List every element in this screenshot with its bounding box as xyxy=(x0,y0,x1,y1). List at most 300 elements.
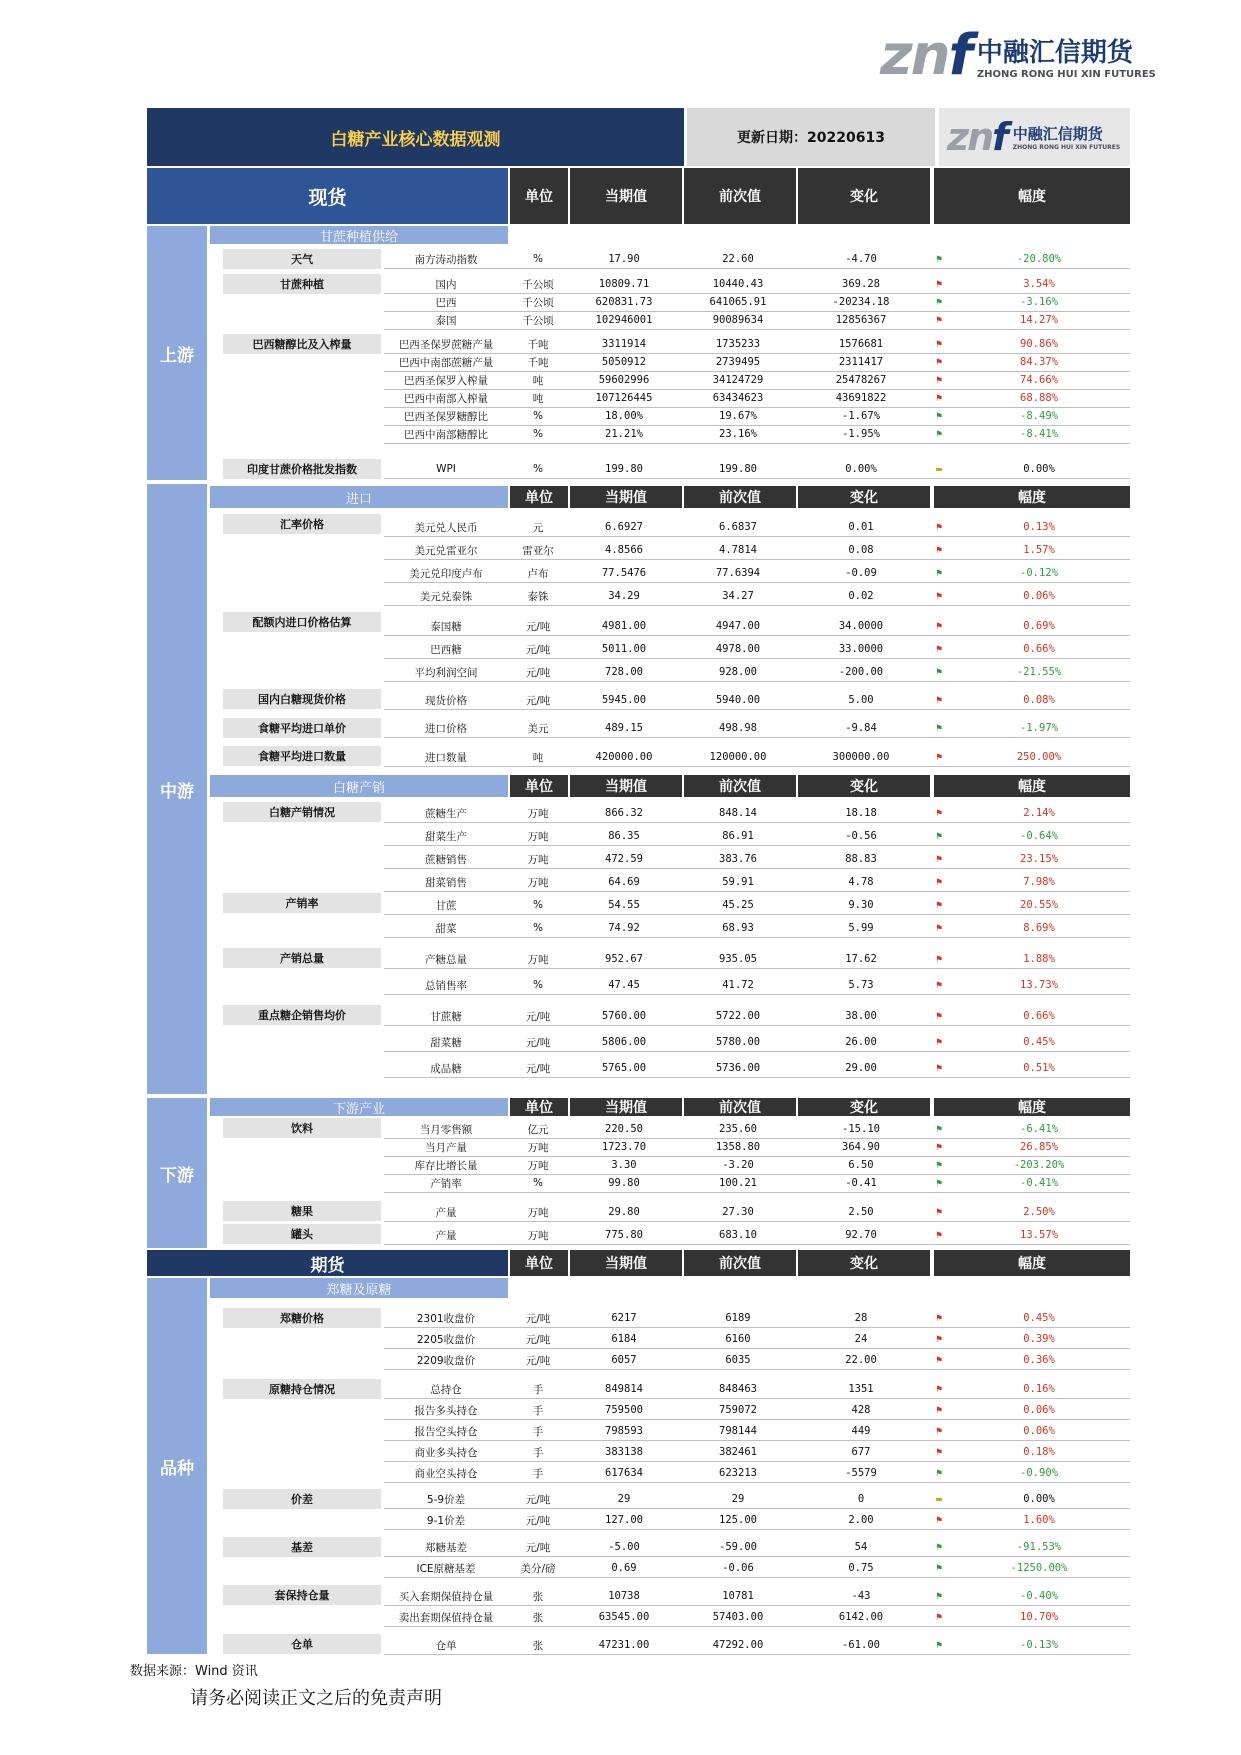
table-row xyxy=(384,335,1130,354)
change-cell: -1.95% xyxy=(842,428,880,440)
previous-value-cell: -0.06 xyxy=(722,1562,754,1574)
current-value-cell: 5760.00 xyxy=(601,1010,647,1022)
spot-header: 现货 xyxy=(147,168,508,224)
indicator-cell: 产销率 xyxy=(430,1177,462,1190)
current-value-cell: 1723.70 xyxy=(601,1141,647,1153)
pct-cell: -0.40% xyxy=(1020,1590,1058,1602)
pct-header: 幅度 xyxy=(934,486,1130,508)
current-value-cell: 64.69 xyxy=(608,876,640,888)
flag-icon: ⚑ xyxy=(935,521,943,533)
pct-cell: -20.80% xyxy=(1016,253,1062,265)
change-cell: -20234.18 xyxy=(832,296,890,308)
table-row xyxy=(384,640,1130,659)
section-sugarcane: 甘蔗种植供给 xyxy=(210,226,508,244)
previous-value-cell: 5940.00 xyxy=(715,694,761,706)
group-cane: 甘蔗种植 xyxy=(223,274,381,294)
previous-value-cell: 6160 xyxy=(725,1333,751,1345)
pct-cell: 0.13% xyxy=(1023,521,1055,533)
table-row xyxy=(384,371,1130,390)
table-row xyxy=(384,1511,1130,1530)
group-production: 白糖产销情况 xyxy=(223,802,381,822)
unit-cell: 元/吨 xyxy=(525,1493,551,1506)
pct-cell: 1.57% xyxy=(1023,544,1055,556)
change-cell: -43 xyxy=(851,1590,871,1602)
table-row xyxy=(384,250,1130,269)
current-value-cell: 489.15 xyxy=(605,722,643,734)
flag-icon: ⚑ xyxy=(935,374,943,386)
unit-cell: 万吨 xyxy=(527,953,549,966)
indicator-cell: ICE原糖基差 xyxy=(416,1562,476,1575)
indicator-cell: 现货价格 xyxy=(425,694,467,707)
change-cell: 5.00 xyxy=(848,694,874,706)
group-fx: 汇率价格 xyxy=(223,514,381,534)
indicator-cell: 甜菜销售 xyxy=(425,876,467,889)
current-value-cell: 798593 xyxy=(605,1425,643,1437)
pct-cell: 0.06% xyxy=(1023,1425,1055,1437)
unit-cell: 张 xyxy=(532,1639,544,1652)
unit-cell: % xyxy=(533,410,543,422)
pct-cell: -6.41% xyxy=(1020,1123,1058,1135)
group-can: 罐头 xyxy=(223,1224,381,1244)
unit-cell: 元/吨 xyxy=(525,1010,551,1023)
table-row xyxy=(384,850,1130,869)
unit-cell: 元/吨 xyxy=(525,1312,551,1325)
flag-icon: ⚑ xyxy=(935,410,943,422)
flag-icon: ⚑ xyxy=(935,544,943,556)
flag-icon: ▬ xyxy=(935,1493,943,1505)
previous-value-cell: 10440.43 xyxy=(712,278,764,290)
indicator-cell: 甘蔗 xyxy=(435,899,457,912)
unit-cell: 万吨 xyxy=(527,1141,549,1154)
group-ratio: 产销率 xyxy=(223,893,381,913)
flag-icon: ⚑ xyxy=(935,1206,943,1218)
current-value-cell: 6184 xyxy=(611,1333,637,1345)
pct-cell: 0.06% xyxy=(1023,590,1055,602)
downstream-column-header xyxy=(510,1098,1130,1116)
previous-value-cell: 45.25 xyxy=(722,899,754,911)
previous-value-cell: 1735233 xyxy=(715,338,761,350)
group-spread: 价差 xyxy=(223,1489,381,1509)
previous-value-cell: 10781 xyxy=(722,1590,754,1602)
indicator-cell: 买入套期保值持仓量 xyxy=(398,1590,494,1603)
current-header: 当期值 xyxy=(570,775,682,797)
previous-value-cell: 6035 xyxy=(725,1354,751,1366)
unit-cell: 吨 xyxy=(532,374,544,387)
pct-cell: 1.88% xyxy=(1023,953,1055,965)
flag-icon: ⚑ xyxy=(935,979,943,991)
update-date: 更新日期：20220613 xyxy=(687,108,935,166)
indicator-cell: 甜菜 xyxy=(435,922,457,935)
previous-value-cell: 59.91 xyxy=(722,876,754,888)
table-row xyxy=(384,564,1130,583)
current-value-cell: 47.45 xyxy=(608,979,640,991)
table-row xyxy=(384,518,1130,537)
previous-value-cell: 68.93 xyxy=(722,922,754,934)
pct-cell: 0.66% xyxy=(1023,1010,1055,1022)
table-row xyxy=(384,311,1130,330)
unit-cell: 张 xyxy=(532,1611,544,1624)
group-receipt: 仓单 xyxy=(223,1634,381,1654)
flag-icon: ⚑ xyxy=(935,1611,943,1623)
unit-cell: 元/吨 xyxy=(525,1514,551,1527)
change-cell: 33.0000 xyxy=(838,643,884,655)
table-row xyxy=(384,293,1130,312)
group-import-price: 食糖平均进口单价 xyxy=(223,718,381,738)
production-column-header xyxy=(510,775,1130,797)
pct-cell: 14.27% xyxy=(1020,314,1058,326)
change-header: 变化 xyxy=(798,168,930,224)
unit-cell: 万吨 xyxy=(527,1206,549,1219)
table-row xyxy=(384,1464,1130,1483)
futures-column-header xyxy=(510,1250,1130,1276)
category-midstream: 中游 xyxy=(147,484,207,1094)
table-row xyxy=(384,1587,1130,1606)
pct-cell: 68.88% xyxy=(1020,392,1058,404)
page-title: 白糖产业核心数据观测 xyxy=(147,108,684,166)
change-cell: 369.28 xyxy=(842,278,880,290)
pct-cell: 0.51% xyxy=(1023,1062,1055,1074)
unit-cell: 元/吨 xyxy=(525,666,551,679)
unit-cell: 元/吨 xyxy=(525,620,551,633)
previous-value-cell: 235.60 xyxy=(719,1123,757,1135)
title-logo-name-en: ZHONG RONG HUI XIN FUTURES xyxy=(1012,144,1121,151)
flag-icon: ⚑ xyxy=(935,830,943,842)
change-cell: 0.08 xyxy=(848,544,874,556)
indicator-cell: 巴西中南部蔗糖产量 xyxy=(398,356,494,369)
indicator-cell: 总销售率 xyxy=(425,979,467,992)
previous-value-cell: 29 xyxy=(731,1493,745,1505)
unit-cell: 千公顷 xyxy=(522,278,554,291)
current-value-cell: 728.00 xyxy=(605,666,643,678)
current-value-cell: 617634 xyxy=(605,1467,643,1479)
flag-icon: ⚑ xyxy=(935,922,943,934)
unit-cell: 美分/磅 xyxy=(520,1562,556,1575)
group-avg-price: 重点糖企销售均价 xyxy=(223,1005,381,1025)
previous-value-cell: 125.00 xyxy=(719,1514,757,1526)
pct-cell: -1.97% xyxy=(1020,722,1058,734)
change-cell: -0.09 xyxy=(845,567,877,579)
unit-cell: 千吨 xyxy=(527,338,549,351)
table-row xyxy=(384,1608,1130,1627)
logo-mark: znf xyxy=(880,23,971,88)
unit-cell: 元 xyxy=(532,521,544,534)
table-row xyxy=(384,919,1130,938)
previous-value-cell: 848463 xyxy=(719,1383,757,1395)
futures-header: 期货 xyxy=(147,1250,508,1276)
table-row xyxy=(384,1226,1130,1245)
previous-value-cell: 623213 xyxy=(719,1467,757,1479)
indicator-cell: 国内 xyxy=(435,278,457,291)
table-row xyxy=(384,407,1130,426)
unit-cell: 元/吨 xyxy=(525,1541,551,1554)
flag-icon: ⚑ xyxy=(935,722,943,734)
unit-cell: 美元 xyxy=(527,722,549,735)
current-value-cell: 10809.71 xyxy=(598,278,650,290)
change-cell: 1351 xyxy=(848,1383,874,1395)
change-cell: -5579 xyxy=(845,1467,877,1479)
flag-icon: ⚑ xyxy=(935,1141,943,1153)
table-row xyxy=(384,1443,1130,1462)
table-row xyxy=(384,1059,1130,1078)
unit-cell: 千吨 xyxy=(527,356,549,369)
flag-icon: ⚑ xyxy=(935,590,943,602)
change-cell: 677 xyxy=(851,1446,871,1458)
pct-cell: -0.90% xyxy=(1020,1467,1058,1479)
change-cell: 5.73 xyxy=(848,979,874,991)
unit-header: 单位 xyxy=(510,1098,568,1116)
change-cell: 28 xyxy=(854,1312,868,1324)
previous-value-cell: 935.05 xyxy=(719,953,757,965)
flag-icon: ⚑ xyxy=(935,666,943,678)
pct-cell: -0.12% xyxy=(1020,567,1058,579)
previous-value-cell: 34.27 xyxy=(722,590,754,602)
current-value-cell: 849814 xyxy=(605,1383,643,1395)
previous-value-cell: 23.16% xyxy=(719,428,757,440)
unit-cell: % xyxy=(533,979,543,991)
change-cell: 0.00% xyxy=(845,463,877,475)
previous-value-cell: 19.67% xyxy=(719,410,757,422)
pct-cell: 10.70% xyxy=(1020,1611,1058,1623)
change-cell: 9.30 xyxy=(848,899,874,911)
table-row xyxy=(384,748,1130,767)
table-row xyxy=(384,460,1130,479)
indicator-cell: 2301收盘价 xyxy=(416,1312,476,1325)
previous-value-cell: 47292.00 xyxy=(712,1639,764,1651)
table-row xyxy=(384,804,1130,823)
current-value-cell: 199.80 xyxy=(605,463,643,475)
previous-value-cell: 683.10 xyxy=(719,1229,757,1241)
previous-value-cell: 5736.00 xyxy=(715,1062,761,1074)
section-zheng: 郑糖及原糖 xyxy=(210,1278,508,1298)
current-value-cell: 29.80 xyxy=(608,1206,640,1218)
indicator-cell: 当月产量 xyxy=(425,1141,467,1154)
title-logo-name-cn: 中融汇信期货 xyxy=(1012,125,1103,143)
change-cell: -0.41 xyxy=(845,1177,877,1189)
table-row xyxy=(384,1174,1130,1193)
logo-name-en: ZHONG RONG HUI XIN FUTURES xyxy=(976,69,1156,80)
previous-value-cell: 1358.80 xyxy=(715,1141,761,1153)
unit-header: 单位 xyxy=(510,1250,568,1276)
indicator-cell: 卖出套期保值持仓量 xyxy=(398,1611,494,1624)
previous-value-cell: 5722.00 xyxy=(715,1010,761,1022)
flag-icon: ⚑ xyxy=(935,1036,943,1048)
change-cell: 54 xyxy=(854,1541,868,1553)
indicator-cell: 南方涛动指数 xyxy=(414,253,478,266)
table-row xyxy=(384,1422,1130,1441)
previous-value-cell: 77.6394 xyxy=(715,567,761,579)
unit-cell: 万吨 xyxy=(527,830,549,843)
current-value-cell: 127.00 xyxy=(605,1514,643,1526)
previous-value-cell: 6189 xyxy=(725,1312,751,1324)
unit-cell: 万吨 xyxy=(527,1229,549,1242)
unit-cell: 卢布 xyxy=(527,567,549,580)
indicator-cell: 成品糖 xyxy=(430,1062,462,1075)
change-cell: -15.10 xyxy=(842,1123,880,1135)
current-value-cell: 18.00% xyxy=(605,410,643,422)
current-value-cell: 102946001 xyxy=(595,314,653,326)
previous-value-cell: 498.98 xyxy=(719,722,757,734)
previous-value-cell: 2739495 xyxy=(715,356,761,368)
previous-header: 前次值 xyxy=(684,775,796,797)
table-row xyxy=(384,1351,1130,1370)
flag-icon: ⚑ xyxy=(935,751,943,763)
indicator-cell: 郑糖基差 xyxy=(425,1541,467,1554)
table-row xyxy=(384,1330,1130,1349)
unit-cell: 张 xyxy=(532,1590,544,1603)
change-cell: 29.00 xyxy=(845,1062,877,1074)
unit-cell: 雷亚尔 xyxy=(522,544,554,557)
indicator-cell: 库存比增长量 xyxy=(414,1159,478,1172)
current-value-cell: 5945.00 xyxy=(601,694,647,706)
flag-icon: ⚑ xyxy=(935,694,943,706)
change-cell: 43691822 xyxy=(835,392,887,404)
previous-value-cell: 798144 xyxy=(719,1425,757,1437)
group-spot-price: 国内白糖现货价格 xyxy=(223,689,381,709)
previous-value-cell: 4947.00 xyxy=(715,620,761,632)
indicator-cell: 巴西圣保罗入榨量 xyxy=(404,374,488,387)
group-beverage: 饮料 xyxy=(223,1118,381,1138)
previous-header: 前次值 xyxy=(684,1098,796,1116)
current-value-cell: 0.69 xyxy=(611,1562,637,1574)
unit-cell: 元/吨 xyxy=(525,1062,551,1075)
flag-icon: ⚑ xyxy=(935,1467,943,1479)
flag-icon: ⚑ xyxy=(935,1177,943,1189)
current-value-cell: 952.67 xyxy=(605,953,643,965)
table-row xyxy=(384,1380,1130,1399)
unit-cell: 元/吨 xyxy=(525,1354,551,1367)
pct-cell: 74.66% xyxy=(1020,374,1058,386)
flag-icon: ⚑ xyxy=(935,1062,943,1074)
unit-cell: 手 xyxy=(532,1446,544,1459)
unit-header: 单位 xyxy=(510,168,568,224)
pct-cell: 0.36% xyxy=(1023,1354,1055,1366)
change-header: 变化 xyxy=(798,775,930,797)
current-value-cell: 6.6927 xyxy=(605,521,643,533)
current-value-cell: 866.32 xyxy=(605,807,643,819)
change-cell: 300000.00 xyxy=(832,751,890,763)
change-cell: 0 xyxy=(857,1493,865,1505)
table-row xyxy=(384,1138,1130,1157)
pct-cell: 20.55% xyxy=(1020,899,1058,911)
unit-header: 单位 xyxy=(510,775,568,797)
pct-cell: -8.49% xyxy=(1020,410,1058,422)
current-value-cell: 54.55 xyxy=(608,899,640,911)
pct-cell: 1.60% xyxy=(1023,1514,1055,1526)
unit-cell: % xyxy=(533,1177,543,1189)
change-cell: 4.78 xyxy=(848,876,874,888)
change-header: 变化 xyxy=(798,1250,930,1276)
flag-icon: ⚑ xyxy=(935,1446,943,1458)
change-cell: 6.50 xyxy=(848,1159,874,1171)
unit-cell: 元/吨 xyxy=(525,643,551,656)
table-row xyxy=(384,1203,1130,1222)
pct-cell: 90.86% xyxy=(1020,338,1058,350)
flag-icon: ⚑ xyxy=(935,253,943,265)
current-value-cell: 34.29 xyxy=(608,590,640,602)
current-value-cell: 5011.00 xyxy=(601,643,647,655)
indicator-cell: 泰国 xyxy=(435,314,457,327)
previous-value-cell: 641065.91 xyxy=(709,296,767,308)
previous-value-cell: 4978.00 xyxy=(715,643,761,655)
change-cell: 2311417 xyxy=(838,356,884,368)
change-cell: -0.56 xyxy=(845,830,877,842)
table-row xyxy=(384,827,1130,846)
table-row xyxy=(384,1007,1130,1026)
pct-cell: -203.20% xyxy=(1013,1159,1065,1171)
indicator-cell: 美元兑雷亚尔 xyxy=(414,544,478,557)
previous-value-cell: -3.20 xyxy=(722,1159,754,1171)
change-cell: -61.00 xyxy=(842,1639,880,1651)
current-value-cell: 99.80 xyxy=(608,1177,640,1189)
change-cell: 34.0000 xyxy=(838,620,884,632)
previous-value-cell: 34124729 xyxy=(712,374,764,386)
indicator-cell: 巴西糖 xyxy=(430,643,462,656)
table-row xyxy=(384,1490,1130,1509)
unit-cell: 吨 xyxy=(532,392,544,405)
change-cell: -200.00 xyxy=(838,666,884,678)
table-row xyxy=(384,719,1130,738)
current-value-cell: 4981.00 xyxy=(601,620,647,632)
indicator-cell: 9-1价差 xyxy=(426,1514,466,1527)
change-cell: 0.01 xyxy=(848,521,874,533)
table-row xyxy=(384,1636,1130,1655)
indicator-cell: 总持仓 xyxy=(430,1383,462,1396)
indicator-cell: 报告多头持仓 xyxy=(414,1404,478,1417)
unit-cell: 手 xyxy=(532,1404,544,1417)
unit-cell: % xyxy=(533,922,543,934)
group-brazil: 巴西糖醇比及入榨量 xyxy=(223,334,381,354)
indicator-cell: 甘蔗糖 xyxy=(430,1010,462,1023)
flag-icon: ⚑ xyxy=(935,643,943,655)
change-cell: 12856367 xyxy=(835,314,887,326)
indicator-cell: 美元兑泰铢 xyxy=(419,590,473,603)
flag-icon: ⚑ xyxy=(935,356,943,368)
title-logo xyxy=(939,108,1130,166)
table-row xyxy=(384,587,1130,606)
previous-value-cell: 90089634 xyxy=(712,314,764,326)
current-value-cell: 775.80 xyxy=(605,1229,643,1241)
data-source: 数据来源：Wind 资讯 xyxy=(130,1664,258,1679)
current-value-cell: 10738 xyxy=(608,1590,640,1602)
current-value-cell: -5.00 xyxy=(608,1541,640,1553)
pct-cell: 0.39% xyxy=(1023,1333,1055,1345)
previous-header: 前次值 xyxy=(684,168,796,224)
pct-cell: -8.41% xyxy=(1020,428,1058,440)
change-cell: 25478267 xyxy=(835,374,887,386)
indicator-cell: 进口数量 xyxy=(425,751,467,764)
change-cell: 449 xyxy=(851,1425,871,1437)
section-import: 进口 xyxy=(210,486,508,508)
flag-icon: ⚑ xyxy=(935,1333,943,1345)
flag-icon: ⚑ xyxy=(935,853,943,865)
pct-cell: 0.45% xyxy=(1023,1312,1055,1324)
current-value-cell: 47231.00 xyxy=(598,1639,650,1651)
table-row xyxy=(384,896,1130,915)
pct-cell: 0.00% xyxy=(1023,1493,1055,1505)
indicator-cell: 甜菜糖 xyxy=(430,1036,462,1049)
current-value-cell: 5050912 xyxy=(601,356,647,368)
change-cell: 2.00 xyxy=(848,1514,874,1526)
flag-icon: ⚑ xyxy=(935,953,943,965)
current-value-cell: 17.90 xyxy=(608,253,640,265)
pct-cell: 26.85% xyxy=(1020,1141,1058,1153)
previous-header: 前次值 xyxy=(684,486,796,508)
pct-cell: -91.53% xyxy=(1016,1541,1062,1553)
current-header: 当期值 xyxy=(570,486,682,508)
pct-cell: 8.69% xyxy=(1023,922,1055,934)
indicator-cell: 甜菜生产 xyxy=(425,830,467,843)
group-india: 印度甘蔗价格批发指数 xyxy=(223,459,381,479)
